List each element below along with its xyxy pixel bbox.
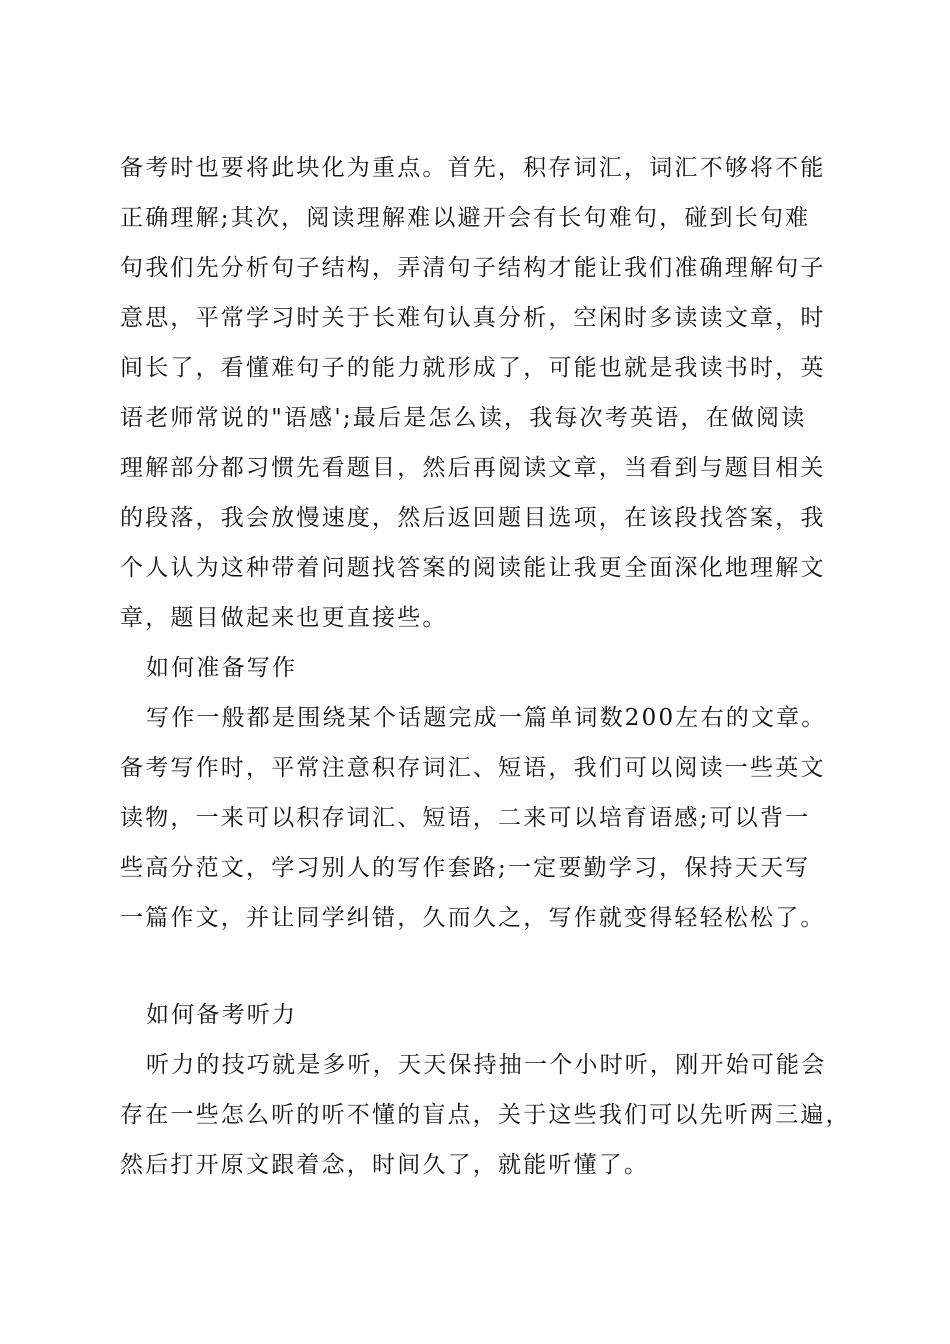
text-line: 备考时也要将此块化为重点。首先，积存词汇，词汇不够将不能 <box>120 155 826 181</box>
text-line: 章，题目做起来也更直接些。 <box>120 605 448 631</box>
text-line: 理解部分都习惯先看题目，然后再阅读文章，当看到与题目相关 <box>120 455 826 481</box>
text-line: 一篇作文，并让同学纠错，久而久之，写作就变得轻轻松松了。 <box>120 905 826 931</box>
text-line: 些高分范文，学习别人的写作套路;一定要勤学习，保持天天写 <box>120 855 811 881</box>
text-line: 存在一些怎么听的听不懂的盲点，关于这些我们可以先听两三遍， <box>120 1102 851 1128</box>
text-line: 正确理解;其次，阅读理解难以避开会有长句难句，碰到长句难 <box>120 205 811 231</box>
text-line: 写作一般都是围绕某个话题完成一篇单词数200左右的文章。 <box>146 705 827 731</box>
text-line: 的段落，我会放慢速度，然后返回题目选项，在该段找答案，我 <box>120 505 826 531</box>
text-line: 备考写作时，平常注意积存词汇、短语，我们可以阅读一些英文 <box>120 755 826 781</box>
section-heading-writing: 如何准备写作 <box>146 655 298 681</box>
text-line: 然后打开原文跟着念，时间久了，就能听懂了。 <box>120 1152 650 1178</box>
section-heading-listening: 如何备考听力 <box>146 1002 298 1028</box>
text-line: 读物，一来可以积存词汇、短语，二来可以培育语感;可以背一 <box>120 805 811 831</box>
text-line: 句我们先分析句子结构，弄清句子结构才能让我们准确理解句子 <box>120 255 826 281</box>
text-line: 个人认为这种带着问题找答案的阅读能让我更全面深化地理解文 <box>120 555 826 581</box>
text-line: 意思，平常学习时关于长难句认真分析，空闲时多读读文章，时 <box>120 305 826 331</box>
text-line: 间长了，看懂难句子的能力就形成了，可能也就是我读书时，英 <box>120 355 826 381</box>
text-line: 听力的技巧就是多听，天天保持抽一个小时听，刚开始可能会 <box>146 1052 827 1078</box>
text-line: 语老师常说的"语感';最后是怎么读，我每次考英语，在做阅读 <box>120 405 807 431</box>
